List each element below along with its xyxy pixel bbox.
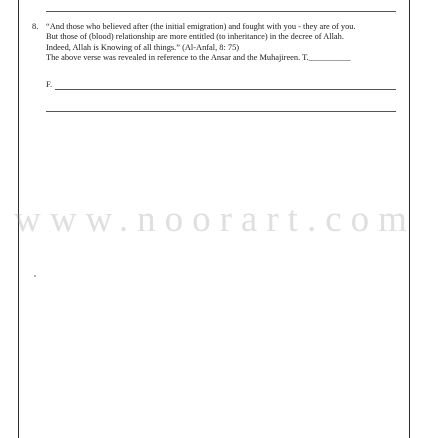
answer-line-top bbox=[46, 11, 396, 12]
false-answer-label: F. bbox=[46, 80, 53, 89]
question-number: 8. bbox=[32, 22, 39, 31]
question-line: Indeed, Allah is Knowing of all things.” (Al-Anfal, 8: 75) bbox=[46, 42, 240, 52]
watermark-text: www.noorart.com bbox=[14, 199, 416, 240]
question-line: “And those who believed after (the initial emigration) and fought with you - they are of you. bbox=[46, 22, 356, 31]
page-speck bbox=[34, 275, 36, 277]
answer-line-1[interactable] bbox=[55, 89, 396, 90]
question-line: But those of (blood) relationship are more entitled (to inheritance) in the decree of Allah. bbox=[46, 32, 344, 42]
answer-line-2[interactable] bbox=[46, 111, 396, 112]
question-text bbox=[46, 22, 404, 64]
question-line: The above verse was revealed in reference to the Ansar and the Muhajireen. T.__________ bbox=[46, 53, 351, 63]
